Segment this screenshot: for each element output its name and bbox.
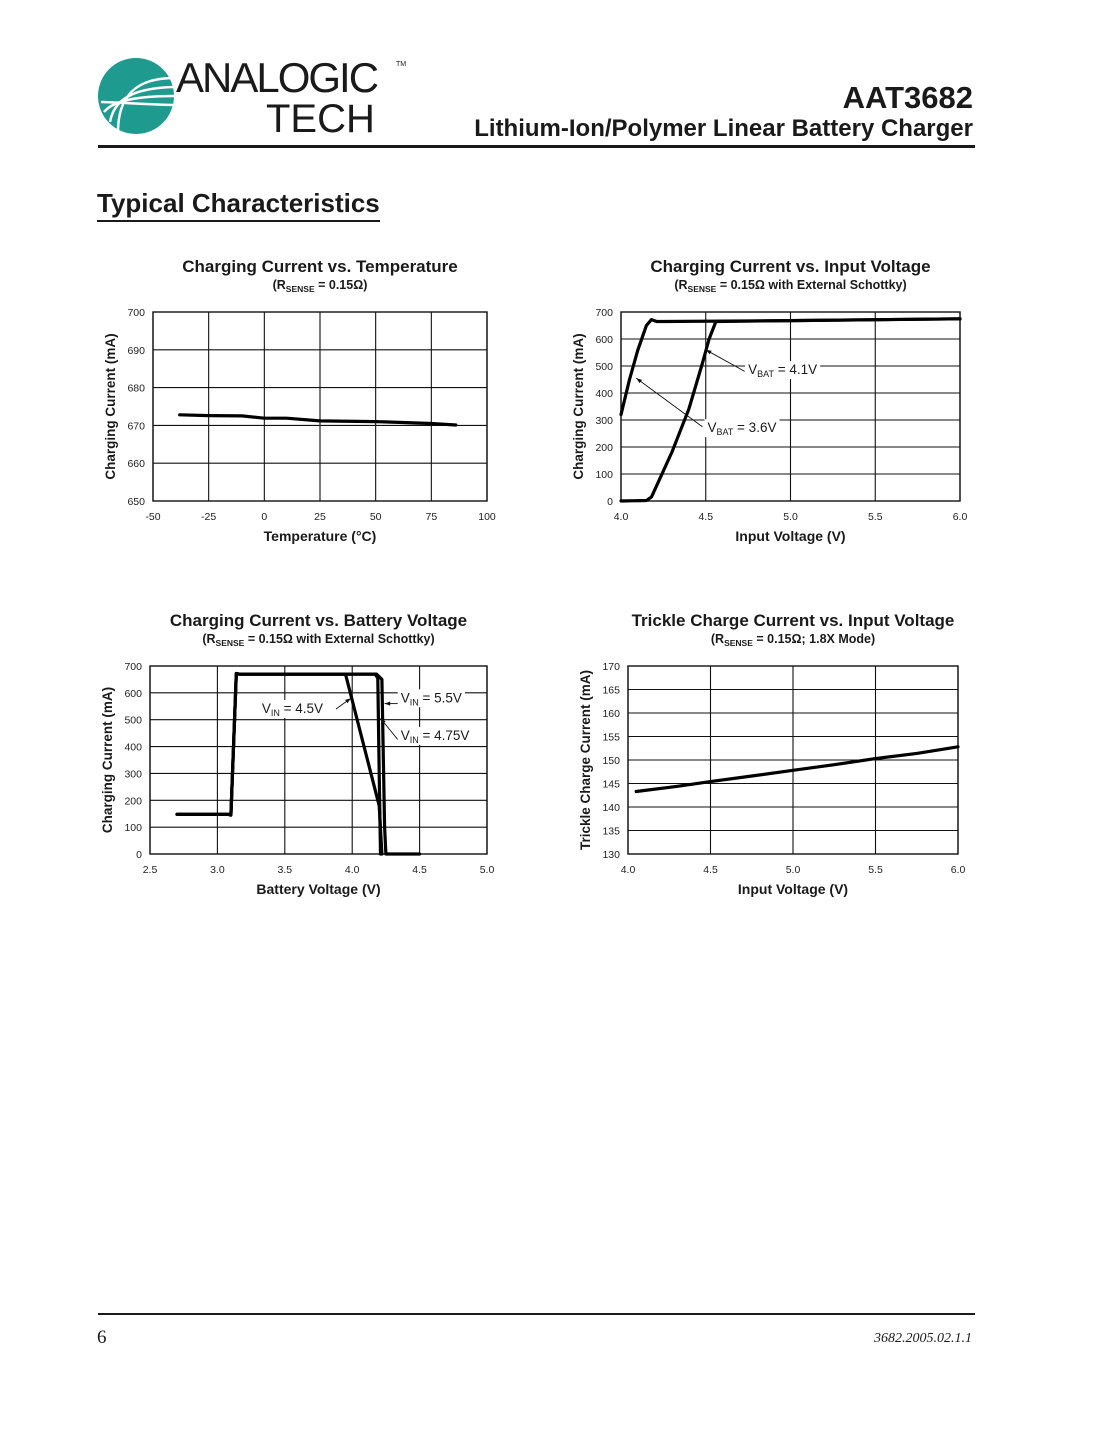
x-tick-label: 4.5	[412, 864, 427, 876]
y-tick-label: 690	[127, 344, 145, 357]
analogictech-logo	[96, 56, 416, 136]
x-tick-label: 5.0	[479, 864, 495, 876]
chart-grid	[628, 666, 958, 854]
x-tick-label: 6.0	[950, 864, 966, 876]
chart-grid	[621, 312, 960, 501]
x-tick-label: 50	[369, 511, 382, 523]
y-tick-label: 300	[124, 768, 142, 781]
y-tick-label: 500	[595, 361, 613, 373]
y-tick-label: 700	[595, 307, 613, 319]
y-tick-label: 100	[124, 822, 142, 835]
y-tick-label: 650	[127, 496, 145, 508]
x-tick-label: 4.5	[698, 511, 714, 523]
x-axis-label: Input Voltage (V)	[735, 528, 846, 544]
x-tick-label: 5.0	[783, 511, 798, 523]
y-tick-label: 0	[607, 496, 613, 508]
chart-title: Charging Current vs. Battery Voltage	[169, 611, 468, 630]
chart-subtitle: $(R_{SENSE} = 0.15\Omega)$	[272, 278, 368, 294]
chart-title: Trickle Charge Current vs. Input Voltage	[631, 611, 955, 630]
y-tick-label: 100	[595, 469, 613, 481]
y-tick-label: 300	[595, 415, 613, 427]
x-tick-label: 4.0	[613, 511, 629, 523]
x-tick-label: 5.0	[785, 864, 801, 876]
y-tick-label: 140	[602, 802, 620, 814]
x-tick-label: 4.5	[703, 864, 718, 876]
y-tick-label: 170	[602, 661, 620, 673]
section-title: Typical Characteristics	[97, 188, 380, 222]
x-tick-label: 0	[261, 511, 268, 523]
y-tick-label: 660	[127, 458, 145, 471]
y-tick-label: 150	[602, 755, 620, 767]
doc-subtitle: Lithium-Ion/Polymer Linear Battery Charger	[474, 115, 973, 142]
y-tick-label: 0	[136, 849, 142, 861]
x-tick-label: 75	[425, 511, 438, 523]
y-tick-label: 200	[124, 795, 142, 808]
x-tick-label: -50	[145, 511, 161, 523]
x-tick-label: 2.5	[142, 864, 158, 876]
part-number: AAT3682	[842, 80, 973, 115]
y-tick-label: 700	[127, 307, 145, 319]
header-divider	[98, 145, 975, 148]
series-annotation-label: $V_{IN} = 5.5V$	[400, 690, 462, 708]
y-tick-label: 145	[602, 778, 620, 791]
x-tick-label: 5.5	[867, 511, 883, 523]
y-tick-label: 500	[124, 714, 142, 727]
document-id: 3682.2005.02.1.1	[874, 1331, 972, 1346]
y-tick-label: 160	[602, 708, 620, 720]
logo-globe-icon	[96, 56, 416, 136]
chart-subtitle: ($R_{SENSE} = 0.15\Omega$ with External Schottky)	[674, 278, 907, 294]
chart-current-vs-battery-voltage	[92, 604, 512, 904]
y-tick-label: 165	[602, 684, 620, 697]
y-tick-label: 670	[127, 420, 145, 433]
footer-divider	[98, 1313, 975, 1315]
chart-current-vs-input-voltage	[563, 250, 983, 550]
y-tick-label: 400	[124, 741, 142, 754]
data-series-line	[180, 415, 456, 425]
y-tick-label: 600	[124, 687, 142, 700]
series-annotation-label: $V_{BAT} = 4.1V$	[748, 362, 818, 380]
arrowhead-icon	[345, 698, 351, 703]
logo-text-tech: TECH	[266, 97, 375, 136]
y-tick-label: 135	[602, 825, 620, 838]
y-tick-label: 400	[595, 388, 613, 400]
chart-title: Charging Current vs. Temperature	[182, 257, 458, 276]
chart-title: Charging Current vs. Input Voltage	[650, 257, 931, 276]
x-tick-label: 3.0	[210, 864, 225, 876]
data-series-line	[636, 747, 958, 792]
x-axis-label: Battery Voltage (V)	[256, 881, 381, 897]
y-axis-label: Charging Current (mA)	[103, 333, 118, 480]
x-axis-label: Temperature (°C)	[263, 528, 377, 544]
x-tick-label: 25	[314, 511, 326, 523]
y-tick-label: 200	[595, 442, 613, 454]
y-axis-label: Charging Current (mA)	[100, 686, 115, 834]
chart-current-vs-temperature	[95, 250, 515, 550]
x-tick-label: 3.5	[277, 864, 293, 876]
arrowhead-icon	[385, 702, 391, 706]
x-tick-label: 5.5	[868, 864, 883, 876]
y-tick-label: 700	[124, 661, 142, 673]
y-tick-label: 130	[602, 849, 620, 861]
x-axis-label: Input Voltage (V)	[737, 881, 849, 897]
series-annotation-label: $V_{IN} = 4.75V$	[400, 727, 470, 745]
series-annotation-label: $V_{IN} = 4.5V$	[261, 701, 324, 718]
chart-grid	[153, 312, 487, 501]
y-tick-label: 680	[127, 382, 145, 395]
y-tick-label: 600	[595, 334, 613, 346]
annotation-pointer	[706, 350, 745, 372]
logo-trademark: TM	[396, 61, 407, 68]
logo-text-analogic: ANALOGIC	[176, 56, 378, 101]
page-number: 6	[97, 1327, 107, 1348]
y-axis-label: Charging Current (mA)	[571, 333, 586, 480]
arrowhead-icon	[636, 378, 642, 383]
x-tick-label: 6.0	[952, 511, 968, 523]
x-tick-label: 4.0	[620, 864, 636, 876]
series-annotation-label: $V_{BAT} = 3.6V$	[707, 420, 777, 438]
x-tick-label: 100	[478, 511, 496, 523]
y-axis-label: Trickle Charge Current (mA)	[578, 669, 593, 851]
x-tick-label: -25	[201, 511, 217, 523]
chart-subtitle: ($R_{SENSE} = 0.15\Omega$ with External Schottky)	[202, 632, 435, 648]
chart-subtitle: ($R_{SENSE} = 0.15\Omega$; 1.8X Mode)	[710, 632, 876, 648]
chart-trickle-current-vs-input-voltage	[563, 604, 983, 904]
x-tick-label: 4.0	[344, 864, 360, 876]
y-tick-label: 155	[602, 731, 620, 744]
